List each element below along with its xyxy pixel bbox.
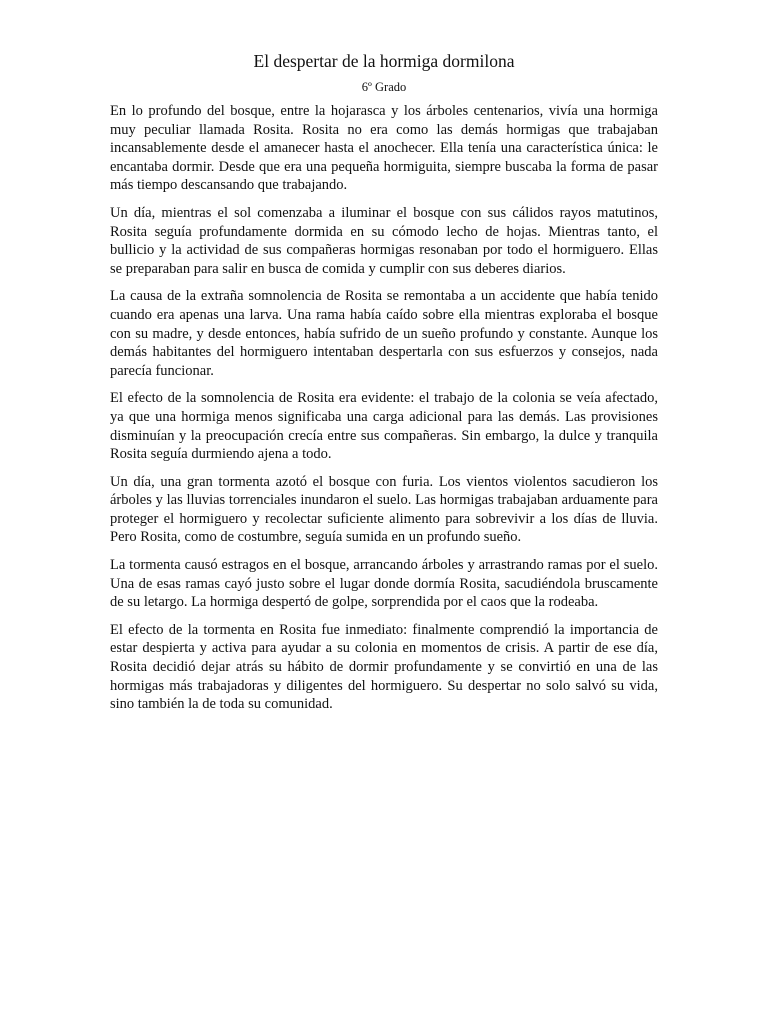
paragraph-2: Un día, mientras el sol comenzaba a iluminar el bosque con sus cálidos rayos matutinos, Rosita seguía profundamente dormida en su cómodo lecho de hojas. Mientras tanto, el bullicio y la actividad de sus compañeras hormigas resonaban por todo el hormiguero. Ellas se preparaban para salir en busca de comida y cumplir con sus deberes diarios. xyxy=(110,204,658,277)
document-title: El despertar de la hormiga dormilona xyxy=(253,51,515,71)
paragraph-4: El efecto de la somnolencia de Rosita era evidente: el trabajo de la colonia se veía afectado, ya que una hormiga menos significaba una carga adicional para las demás. Las provisiones disminuían y la preocupación crecía entre sus compañeras. Sin embargo, la dulce y tranquila Rosita seguía durmiendo ajena a todo. xyxy=(110,390,658,463)
document-subtitle: 6º Grado xyxy=(361,80,407,94)
paragraph-5: Un día, una gran tormenta azotó el bosque con furia. Los vientos violentos sacudieron los árboles y las lluvias torrenciales inundaron el suelo. Las hormigas trabajaban arduamente para proteger el hormiguero y recolectar suficiente alimento para sobrevivir a los días de lluvia. Pero Rosita, como de costumbre, seguía sumida en un profundo sueño. xyxy=(110,473,658,546)
paragraph-6: La tormenta causó estragos en el bosque, arrancando árboles y arrastrando ramas por el suelo. Una de esas ramas cayó justo sobre el lugar donde dormía Rosita, sacudiéndola bruscamente de su letargo. La hormiga despertó de golpe, sorprendida por el caos que la rodeaba. xyxy=(110,557,658,611)
paragraph-1: En lo profundo del bosque, entre la hojarasca y los árboles centenarios, vivía una hormiga muy peculiar llamada Rosita. Rosita no era como las demás hormigas que trabajaban incansablemente desde el amanecer hasta el anochecer. Ella tenía una característica única: le encantaba dormir. Desde que era una pequeña hormiguita, siempre buscaba la forma de pasar más tiempo descansando que trabajando. xyxy=(110,103,658,194)
document-page xyxy=(110,50,658,723)
paragraph-3: La causa de la extraña somnolencia de Rosita se remontaba a un accidente que había tenido cuando era apenas una larva. Una rama había caído sobre ella mientras exploraba el bosque con su madre, y desde entonces, había sufrido de un sueño profundo y constante. Aunque los demás habitantes del hormiguero intentaban despertarla con sus esfuerzos y consejos, nada parecía funcionar. xyxy=(110,288,658,379)
paragraph-7: El efecto de la tormenta en Rosita fue inmediato: finalmente comprendió la importancia de estar despierta y activa para ayudar a su colonia en momentos de crisis. A partir de ese día, Rosita decidió dejar atrás su hábito de dormir profundamente y se convirtió en una de las hormigas más trabajadoras y diligentes del hormiguero. Su despertar no solo salvó su vida, sino también la de toda su comunidad. xyxy=(110,621,658,713)
